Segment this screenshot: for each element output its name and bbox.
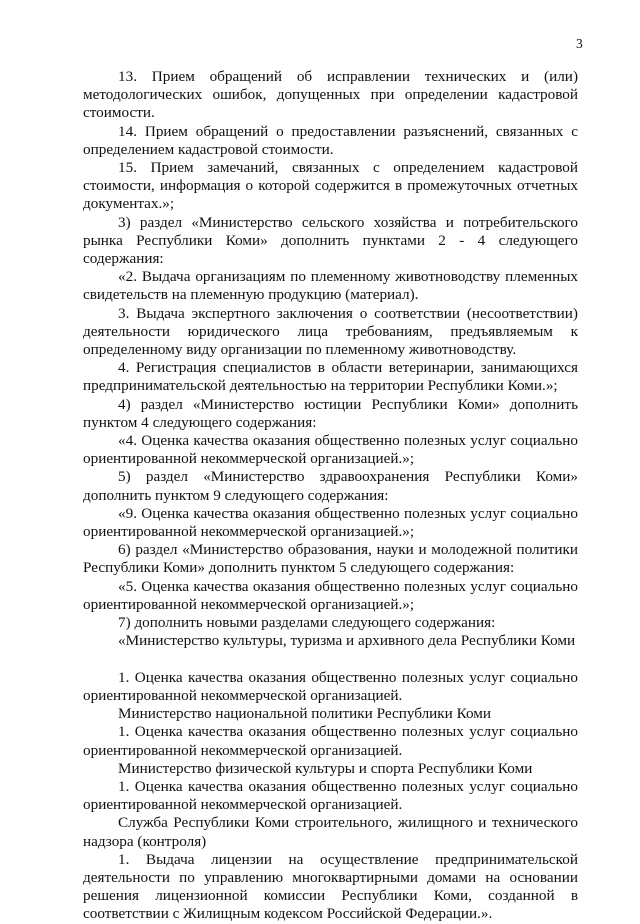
document-body <box>83 68 578 924</box>
paragraph: 3) раздел «Министерство сельского хозяйства и потребительского рынка Республики Коми» дополнить пунктами 2 - 4 следующего содержания: <box>83 213 578 268</box>
paragraph: 1. Выдача лицензии на осуществление предпринимательской деятельности по управлению многоквартирными домами на основании решения лицензионной комиссии Республики Коми, созданной в соответствии с Жилищным кодексом Российской Федерации.». <box>83 850 578 923</box>
paragraph: 4. Регистрация специалистов в области ветеринарии, занимающихся предпринимательской деятельностью на территории Республики Коми.»; <box>83 359 578 395</box>
paragraph: 1. Оценка качества оказания общественно полезных услуг социально ориентированной некоммерческой организацией. <box>83 668 578 704</box>
paragraph: «2. Выдача организациям по племенному животноводству племенных свидетельств на племенную продукцию (материал). <box>83 268 578 304</box>
paragraph: «9. Оценка качества оказания общественно полезных услуг социально ориентированной некоммерческой организацией.»; <box>83 504 578 541</box>
section-heading: Министерство национальной политики Республики Коми <box>118 705 492 723</box>
paragraph: 13. Прием обращений об исправлении технических и (или) методологических ошибок, допущенных при определении кадастровой стоимости. <box>83 68 578 122</box>
paragraph: «5. Оценка качества оказания общественно полезных услуг социально ориентированной некоммерческой организацией.»; <box>83 577 578 613</box>
paragraph: 6) раздел «Министерство образования, науки и молодежной политики Республики Коми» дополнить пунктом 5 следующего содержания: <box>83 541 578 577</box>
blank-line <box>83 651 578 669</box>
paragraph: «4. Оценка качества оказания общественно полезных услуг социально ориентированной некоммерческой организацией.»; <box>83 432 578 468</box>
paragraph: 1. Оценка качества оказания общественно полезных услуг социально ориентированной некоммерческой организацией. <box>83 723 578 759</box>
section-heading: «Министерство культуры, туризма и архивного дела Республики Коми <box>118 632 576 650</box>
paragraph: 5) раздел «Министерство здравоохранения Республики Коми» дополнить пунктом 9 следующего содержания: <box>83 468 578 504</box>
paragraph: 3. Выдача экспертного заключения о соответствии (несоответствии) деятельности юридического лица требованиям, предъявляемым к определенному виду организации по племенному животноводству. <box>83 304 578 359</box>
section-heading: Служба Республики Коми строительного, жилищного и технического надзора (контроля) <box>83 814 578 850</box>
paragraph: 1. Оценка качества оказания общественно полезных услуг социально ориентированной некоммерческой организацией. <box>83 777 578 814</box>
page-number: 3 <box>576 36 583 51</box>
paragraph: 4) раздел «Министерство юстиции Республики Коми» дополнить пунктом 4 следующего содержания: <box>83 395 578 431</box>
paragraph: 15. Прием замечаний, связанных с определением кадастровой стоимости, информация о которой содержится в промежуточных отчетных документах.»; <box>83 159 578 213</box>
paragraph: 7) дополнить новыми разделами следующего содержания: <box>118 614 496 632</box>
section-heading: Министерство физической культуры и спорта Республики Коми <box>118 759 533 777</box>
paragraph: 14. Прием обращений о предоставлении разъяснений, связанных с определением кадастровой стоимости. <box>83 122 578 158</box>
